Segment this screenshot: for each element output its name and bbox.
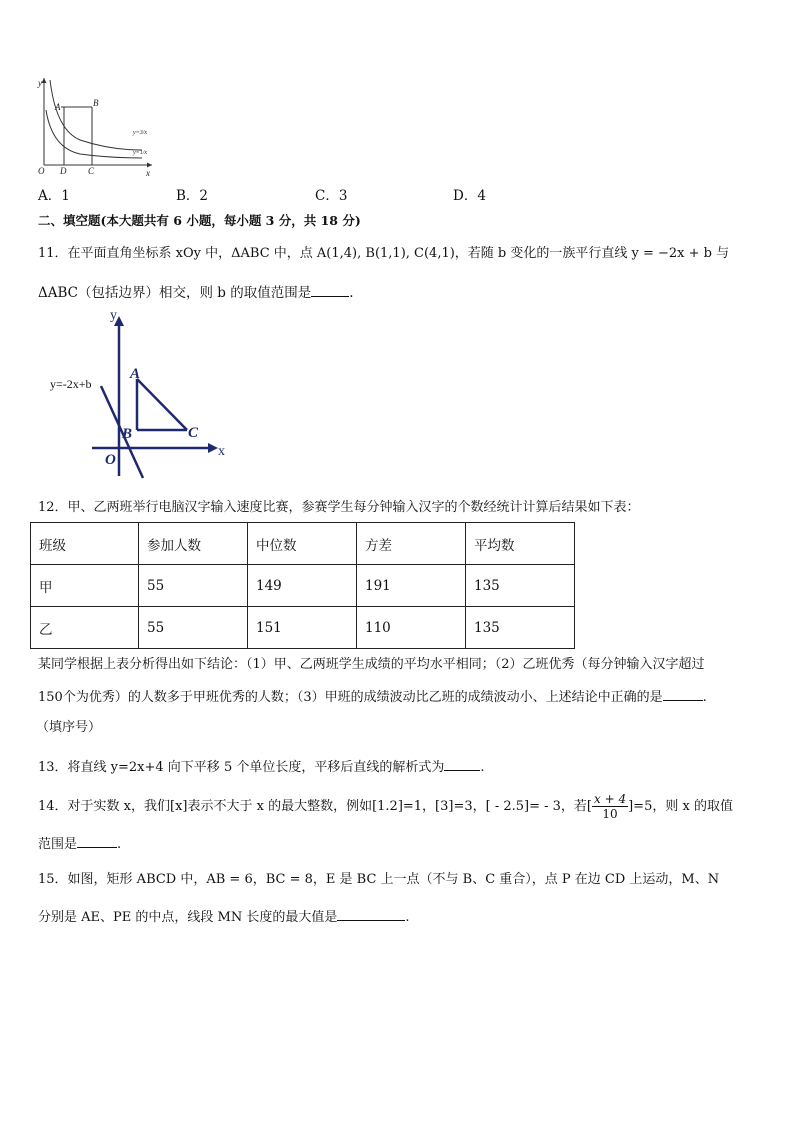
q11-line1: 11．在平面直角坐标系 xOy 中，ΔABC 中，点 A(1,4), B(1,1), C(4,1)，若随 b 变化的一族平行直线 y = −2x + b 与 — [38, 246, 730, 261]
table-cell: 55 — [139, 565, 248, 607]
label-a: A — [130, 366, 141, 382]
q15-line2-end: . — [405, 910, 410, 925]
table-cell: 55 — [139, 607, 248, 649]
label-x: x — [146, 168, 150, 178]
label-y: y — [110, 308, 117, 323]
q12-text2-end: . — [702, 690, 707, 705]
q14-line2 — [38, 833, 121, 855]
label-c: C — [88, 166, 95, 176]
label-a: A — [55, 102, 61, 112]
table-cell: 甲 — [31, 565, 139, 607]
q14-line2-text: 范围是 — [38, 837, 78, 852]
table-cell: 乙 — [31, 607, 139, 649]
choice-b: B．2 — [176, 188, 209, 204]
section-title: 二、填空题(本大题共有 6 小题，每小题 3 分，共 18 分) — [38, 213, 361, 228]
table-cell: 191 — [357, 565, 466, 607]
q12-table — [30, 522, 575, 649]
q12-answer-blank[interactable] — [663, 686, 703, 701]
q14-fraction — [592, 792, 628, 821]
label-b: B — [122, 426, 133, 442]
q11-line2-end: . — [349, 285, 354, 301]
line-equation-label: y=-2x+b — [50, 377, 92, 391]
table-cell: 151 — [248, 607, 357, 649]
header-cell: 班级 — [31, 523, 139, 565]
label-d: D — [60, 166, 67, 176]
q14-text-a: 14．对于实数 x，我们[x]表示不大于 x 的最大整数，例如[1.2]=1，[3]=3，[ - 2.5]= - 3，若[ — [38, 799, 593, 814]
q14-answer-blank[interactable] — [77, 833, 117, 848]
table-cell: 135 — [466, 565, 575, 607]
figure-q10-hyperbola — [30, 70, 160, 180]
q12-intro: 12．甲、乙两班举行电脑汉字输入速度比赛，参赛学生每分钟输入汉字的个数经统计计算后结果如下表： — [38, 500, 640, 515]
fraction-denominator: 10 — [602, 807, 618, 821]
q12-text1: 某同学根据上表分析得出如下结论：（1）甲、乙两班学生成绩的平均水平相同；（2）乙班优秀（每分钟输入汉字超过 — [38, 657, 705, 672]
label-c: C — [188, 425, 199, 441]
table-cell: 135 — [466, 607, 575, 649]
header-cell: 中位数 — [248, 523, 357, 565]
table-header-row — [31, 523, 575, 565]
label-o: O — [105, 452, 116, 468]
q11-answer-blank[interactable] — [311, 282, 349, 297]
y-axis-arrow — [42, 78, 47, 83]
table-row — [31, 565, 575, 607]
label-b: B — [93, 98, 99, 108]
q11-line2 — [38, 282, 354, 303]
choice-c: C．3 — [315, 188, 348, 204]
curve-y-1-over-x — [46, 110, 142, 158]
header-cell: 平均数 — [466, 523, 575, 565]
q12-text3: （填序号） — [36, 720, 102, 735]
fraction-numerator: x + 4 — [594, 792, 627, 806]
table-row — [31, 607, 575, 649]
curve2-label: y=1/x — [133, 150, 148, 156]
q13-answer-blank[interactable] — [444, 756, 480, 771]
q13-end: . — [480, 760, 485, 775]
q14-line2-end: . — [117, 837, 122, 852]
q13-text: 13．将直线 y=2x+4 向下平移 5 个单位长度，平移后直线的解析式为 — [38, 760, 445, 775]
label-o: O — [38, 166, 45, 176]
header-cell: 参加人数 — [139, 523, 248, 565]
q12-text2 — [38, 686, 707, 708]
q13 — [38, 756, 485, 778]
curve1-label: y=3/x — [133, 130, 148, 136]
table-cell: 110 — [357, 607, 466, 649]
q15-answer-blank[interactable] — [337, 906, 405, 921]
q14-line1 — [38, 790, 733, 824]
q15-line2-text: 分别是 AE、PE 的中点，线段 MN 长度的最大值是 — [38, 910, 338, 925]
x-axis-arrow — [208, 443, 218, 453]
table-cell: 149 — [248, 565, 357, 607]
figure-q11-triangle — [44, 306, 234, 482]
side-ac — [137, 379, 187, 430]
header-cell: 方差 — [357, 523, 466, 565]
label-y: y — [38, 78, 42, 88]
q15-line1: 15．如图，矩形 ABCD 中，AB = 6，BC = 8，E 是 BC 上一点（不与 B、C 重合），点 P 在边 CD 上运动，M、N — [38, 872, 720, 887]
q15-line2 — [38, 906, 409, 928]
q11-line2-text: ΔABC（包括边界）相交，则 b 的取值范围是 — [38, 285, 312, 301]
choice-d: D．4 — [453, 188, 486, 204]
label-x: x — [218, 444, 225, 459]
q14-text-b: ]=5，则 x 的取值 — [628, 799, 733, 814]
choice-a: A．1 — [38, 188, 70, 204]
q12-text2-body: 150个为优秀）的人数多于甲班优秀的人数；（3）甲班的成绩波动比乙班的成绩波动小、上述结论中正确的是 — [38, 690, 663, 705]
x-axis-arrow — [147, 163, 152, 168]
